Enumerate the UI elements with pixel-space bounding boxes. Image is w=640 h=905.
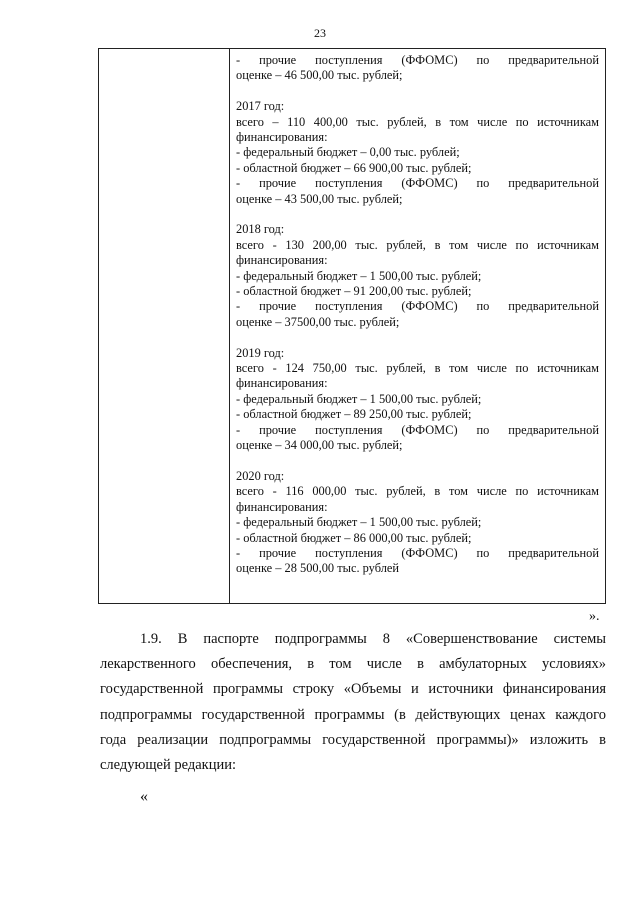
table-gap: [236, 454, 599, 469]
table-line: оценке – 46 500,00 тыс. рублей;: [236, 68, 403, 83]
table-gap: [236, 207, 599, 222]
table-line: - прочие поступления (ФФОМС) по предварительной: [236, 176, 599, 191]
table-line: всего - 130 200,00 тыс. рублей, в том числе по источникам: [236, 237, 599, 252]
table-line: оценке – 43 500,00 тыс. рублей;: [236, 191, 403, 206]
paragraph-line: года реализации подпрограммы государственной программы)» изложить в: [100, 731, 606, 748]
table-line: оценке – 37500,00 тыс. рублей;: [236, 314, 400, 329]
table-line: - областной бюджет – 91 200,00 тыс. рублей;: [236, 284, 472, 299]
table-line: 2018 год:: [236, 222, 285, 237]
paragraph-line: подпрограммы государственной программы (в действующих ценах каждого: [100, 706, 606, 723]
amendment-paragraph: [100, 627, 606, 778]
table-line: финансирования:: [236, 253, 328, 268]
table-line: 2020 год:: [236, 468, 285, 483]
closing-quote: ».: [589, 609, 600, 624]
table-line: - областной бюджет – 86 000,00 тыс. рублей;: [236, 530, 472, 545]
paragraph-line: государственной программы строку «Объемы и источники финансирования: [100, 681, 606, 698]
paragraph-line: 1.9. В паспорте подпрограммы 8 «Совершенствование системы: [140, 631, 606, 647]
table-line: финансирования:: [236, 499, 328, 514]
table-line: - прочие поступления (ФФОМС) по предварительной: [236, 299, 599, 314]
table-line: 2017 год:: [236, 99, 285, 114]
table-line: 2019 год:: [236, 345, 285, 360]
page-number: 23: [314, 26, 326, 40]
table-line: оценке – 28 500,00 тыс. рублей: [236, 561, 400, 576]
table-line: всего - 124 750,00 тыс. рублей, в том числе по источникам: [236, 361, 599, 376]
table-line: всего – 110 400,00 тыс. рублей, в том числе по источникам: [236, 114, 599, 129]
table-line: - областной бюджет – 89 250,00 тыс. рублей;: [236, 407, 472, 422]
paragraph-line: лекарственного обеспечения, в том числе в амбулаторных условиях»: [100, 656, 606, 673]
table-gap: [236, 84, 599, 99]
table-value-cell: [230, 49, 605, 603]
table-line: - федеральный бюджет – 0,00 тыс. рублей;: [236, 145, 460, 160]
table-line: - прочие поступления (ФФОМС) по предварительной: [236, 53, 599, 67]
table-line: финансирования:: [236, 376, 328, 391]
table-line: - областной бюджет – 66 900,00 тыс. рублей;: [236, 160, 472, 175]
table-line: - прочие поступления (ФФОМС) по предварительной: [236, 545, 599, 560]
table-label-cell: [99, 49, 230, 603]
table-line: - федеральный бюджет – 1 500,00 тыс. рублей;: [236, 515, 482, 530]
table-line: - федеральный бюджет – 1 500,00 тыс. рублей;: [236, 391, 482, 406]
table-line: оценке – 34 000,00 тыс. рублей;: [236, 438, 403, 453]
paragraph-line: следующей редакции:: [100, 757, 237, 774]
opening-quote: «: [140, 788, 148, 805]
table-line: - прочие поступления (ФФОМС) по предварительной: [236, 422, 599, 437]
table-line: финансирования:: [236, 130, 328, 145]
table-gap: [236, 330, 599, 345]
table-line: всего - 116 000,00 тыс. рублей, в том числе по источникам: [236, 484, 599, 499]
funding-table: [98, 48, 606, 604]
table-line: - федеральный бюджет – 1 500,00 тыс. рублей;: [236, 268, 482, 283]
